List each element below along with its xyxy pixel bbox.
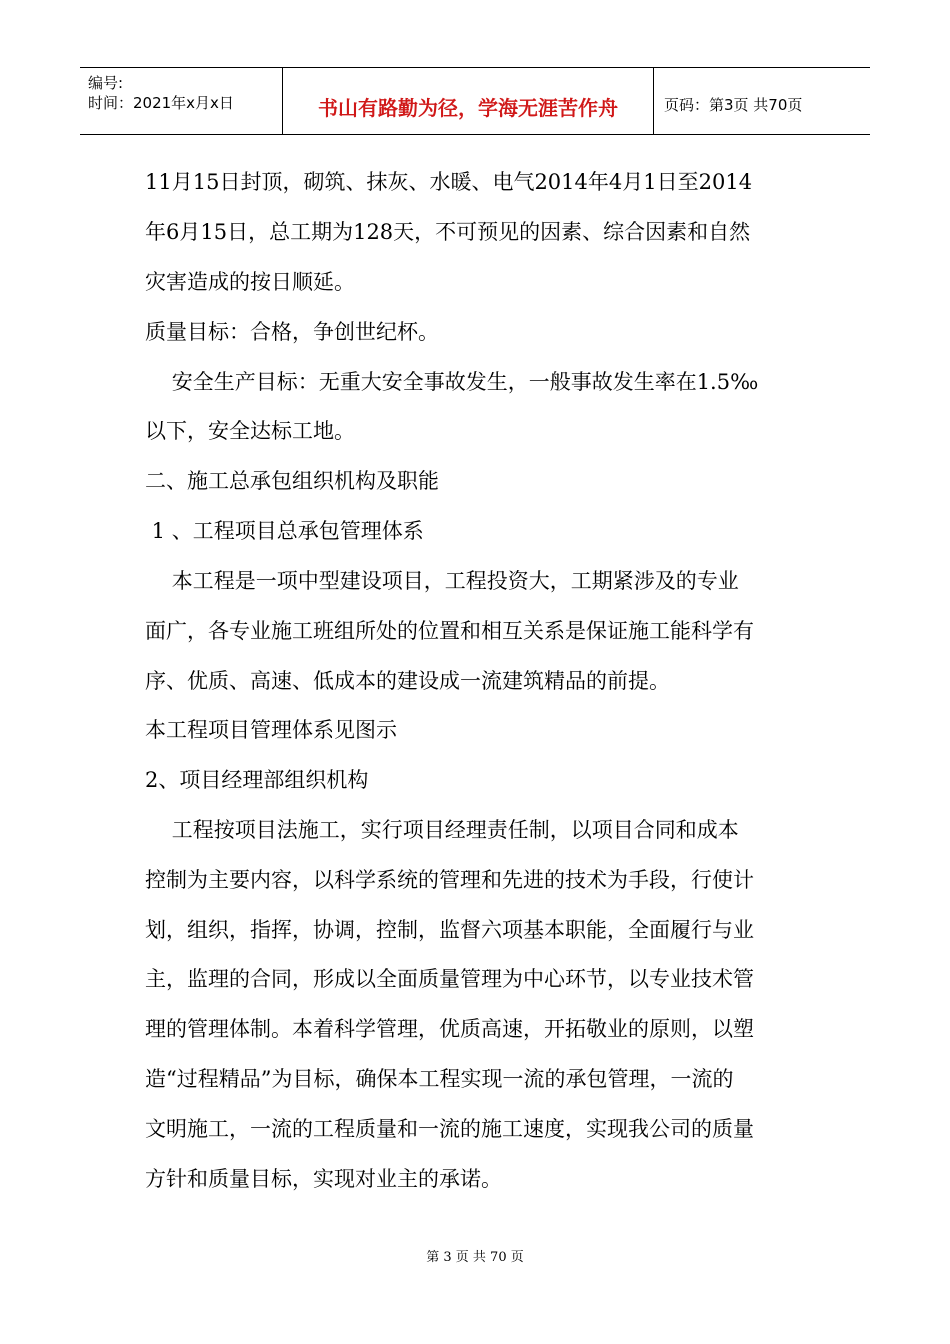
- document-number-label: 编号:: [88, 74, 124, 92]
- header-page-info: 页码：第3页 共70页: [664, 96, 803, 114]
- body-line: 理的管理体制。本着科学管理，优质高速，开拓敬业的原则，以塑: [145, 1017, 754, 1041]
- body-line: 质量目标：合格，争创世纪杯。: [145, 320, 439, 344]
- body-line: 控制为主要内容，以科学系统的管理和先进的技术为手段，行使计: [145, 868, 754, 892]
- body-line: 主，监理的合同，形成以全面质量管理为中心环节，以专业技术管: [145, 967, 754, 991]
- document-time-label: 时间：2021年x月x日: [88, 94, 234, 112]
- subsection-heading: 2、项目经理部组织机构: [145, 768, 369, 792]
- body-line: 序、优质、高速、低成本的建设成一流建筑精品的前提。: [145, 669, 670, 693]
- body-line: 本工程项目管理体系见图示: [145, 718, 397, 742]
- document-header: [80, 67, 870, 135]
- body-line: 以下，安全达标工地。: [145, 419, 355, 443]
- body-line: 造“过程精品”为目标，确保本工程实现一流的承包管理，一流的: [145, 1067, 734, 1091]
- body-line: 面广，各专业施工班组所处的位置和相互关系是保证施工能科学有: [145, 619, 754, 643]
- header-page-cell: [654, 68, 870, 134]
- header-motto-cell: [282, 68, 654, 134]
- header-motto: 书山有路勤为径，学海无涯苦作舟: [318, 96, 618, 120]
- section-heading: 二、施工总承包组织机构及职能: [145, 469, 439, 493]
- body-line: 11月15日封顶，砌筑、抹灰、水暖、电气2014年4月1日至2014: [145, 170, 753, 194]
- subsection-heading: 1 、工程项目总承包管理体系: [145, 519, 424, 543]
- body-line: 年6月15日，总工期为128天，不可预见的因素、综合因素和自然: [145, 220, 751, 244]
- body-line: 工程按项目法施工，实行项目经理责任制，以项目合同和成本: [145, 818, 739, 842]
- body-line: 安全生产目标：无重大安全事故发生，一般事故发生率在1.5‰: [145, 370, 759, 394]
- body-line: 灾害造成的按日顺延。: [145, 270, 355, 294]
- header-meta-cell: [80, 68, 282, 134]
- body-line: 文明施工，一流的工程质量和一流的施工速度，实现我公司的质量: [145, 1117, 754, 1141]
- body-line: 划，组织，指挥，协调，控制，监督六项基本职能，全面履行与业: [145, 918, 754, 942]
- body-line: 方针和质量目标，实现对业主的承诺。: [145, 1167, 502, 1191]
- body-line: 本工程是一项中型建设项目，工程投资大，工期紧涉及的专业: [145, 569, 739, 593]
- page-footer: 第 3 页 共 70 页: [426, 1250, 524, 1265]
